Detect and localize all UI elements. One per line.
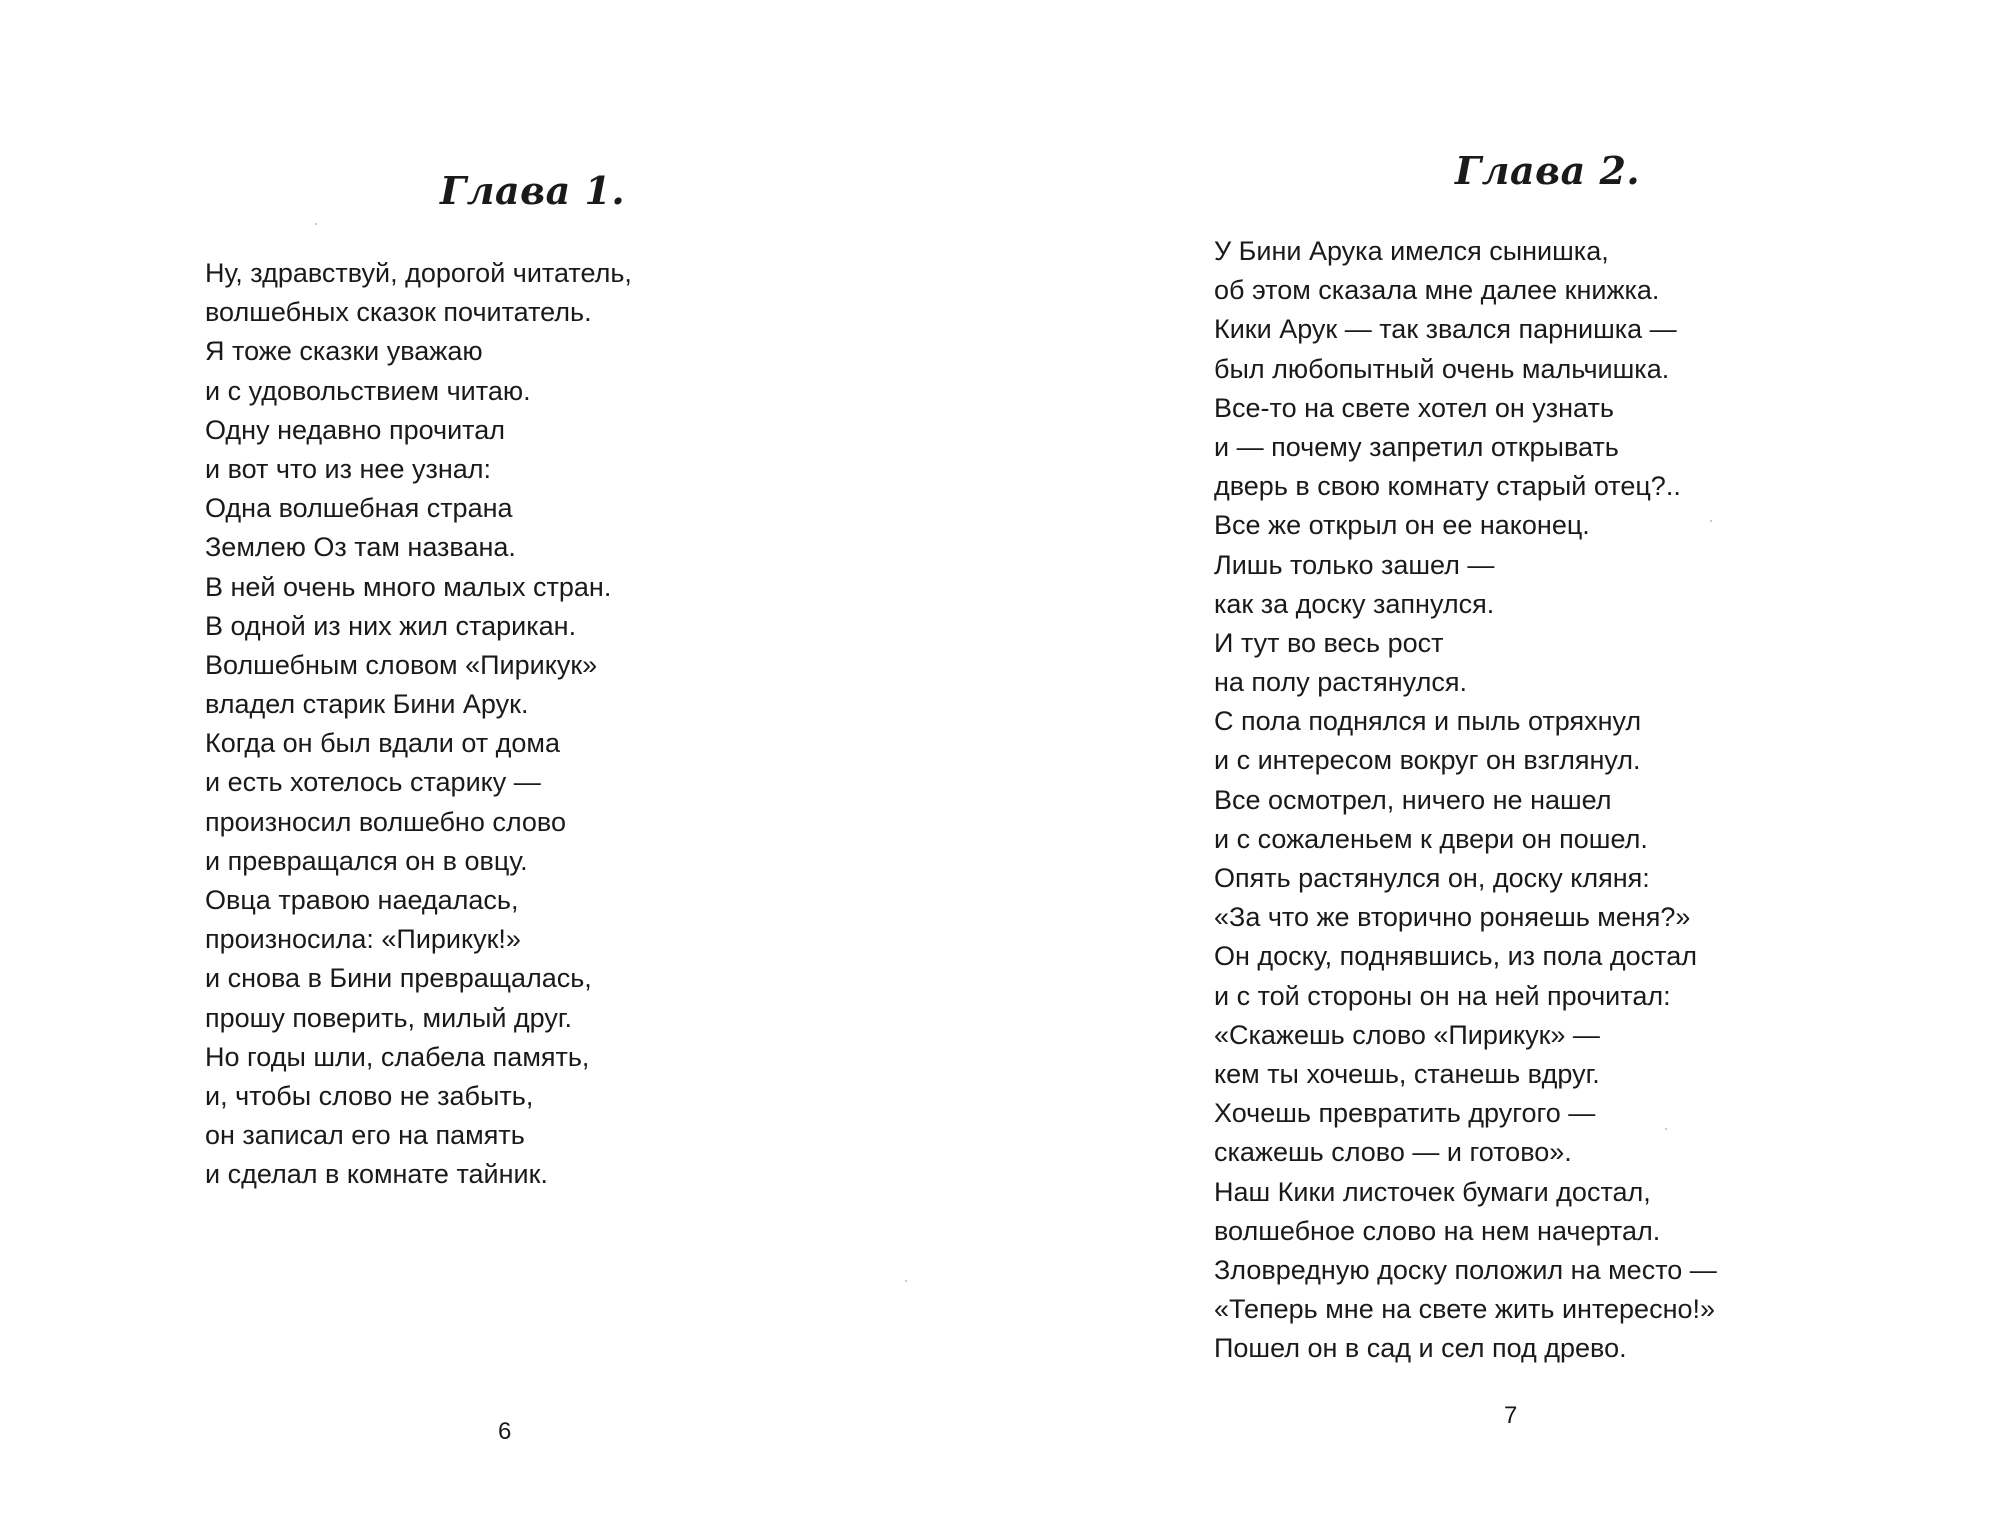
verse-line: Он доску, поднявшись, из пола достал xyxy=(1214,941,1697,972)
verse-line: Зловредную доску положил на место — xyxy=(1214,1254,1717,1285)
verse-line: и снова в Бини превращалась, xyxy=(205,963,592,994)
verse-line: и сделал в комнате тайник. xyxy=(205,1159,548,1190)
verse-line: В одной из них жил старикан. xyxy=(205,610,577,641)
chapter-title: Глава 1. xyxy=(440,168,626,213)
verse-line: владел старик Бини Арук. xyxy=(205,689,529,720)
verse-line: «Скажешь слово «Пирикук» — xyxy=(1214,1019,1600,1050)
verse-line: «За что же вторично роняешь меня?» xyxy=(1214,902,1691,933)
paper-speck xyxy=(1665,1128,1667,1130)
verse-line: об этом сказала мне далее книжка. xyxy=(1214,275,1660,306)
verse-line: был любопытный очень мальчишка. xyxy=(1214,353,1670,384)
paper-speck xyxy=(905,1280,907,1282)
verse-line: Наш Кики листочек бумаги достал, xyxy=(1214,1176,1651,1207)
verse-line: Опять растянулся он, доску кляня: xyxy=(1214,863,1650,893)
verse-line: и, чтобы слово не забыть, xyxy=(205,1080,534,1111)
verse-line: «Теперь мне на свете жить интересно!» xyxy=(1214,1294,1716,1325)
verse-line: и — почему запретил открывать xyxy=(1214,431,1619,462)
verse-line: и с интересом вокруг он взглянул. xyxy=(1214,745,1641,776)
verse-line: У Бини Арука имелся сынишка, xyxy=(1214,236,1609,266)
verse-line: Волшебным словом «Пирикук» xyxy=(205,649,598,680)
verse-line: и вот что из нее узнал: xyxy=(205,453,492,484)
verse-line: он записал его на память xyxy=(205,1120,525,1151)
verse-line: Все осмотрел, ничего не нашел xyxy=(1214,784,1612,815)
verse-line: В ней очень много малых стран. xyxy=(205,571,612,602)
verse-line: С пола поднялся и пыль отряхнул xyxy=(1214,706,1642,737)
verse-line: произносила: «Пирикук!» xyxy=(205,924,521,955)
verse-line: Все-то на свете хотел он узнать xyxy=(1214,392,1614,423)
verse-line: и с удовольствием читаю. xyxy=(205,375,531,406)
paper-speck xyxy=(315,223,317,225)
verse-line: Одна волшебная страна xyxy=(205,493,513,524)
poem-text xyxy=(205,254,632,1195)
verse-line: Лишь только зашел — xyxy=(1214,549,1495,580)
right-page xyxy=(1000,0,2000,1516)
verse-line: прошу поверить, милый друг. xyxy=(205,1002,572,1033)
verse-line: Ну, здравствуй, дорогой читатель, xyxy=(205,258,632,288)
poem-text xyxy=(1214,232,1717,1368)
page-number: 7 xyxy=(1504,1402,1518,1429)
verse-line: Кики Арук — так звался парнишка — xyxy=(1214,314,1677,345)
verse-line: Пошел он в сад и сел под древо. xyxy=(1214,1333,1627,1364)
verse-line: и с сожаленьем к двери он пошел. xyxy=(1214,823,1648,854)
verse-line: Когда он был вдали от дома xyxy=(205,728,560,759)
verse-line: И тут во весь рост xyxy=(1214,627,1444,658)
verse-line: Одну недавно прочитал xyxy=(205,414,505,445)
verse-line: Все же открыл он ее наконец. xyxy=(1214,510,1590,541)
verse-line: дверь в свою комнату старый отец?.. xyxy=(1214,471,1681,502)
verse-line: Овца травою наедалась, xyxy=(205,885,519,915)
verse-line: волшебных сказок почитатель. xyxy=(205,297,592,328)
verse-line: и с той стороны он на ней прочитал: xyxy=(1214,980,1671,1011)
verse-line: скажешь слово — и готово». xyxy=(1214,1137,1572,1168)
verse-line: волшебное слово на нем начертал. xyxy=(1214,1215,1661,1246)
verse-line: на полу растянулся. xyxy=(1214,667,1467,698)
verse-line: как за доску запнулся. xyxy=(1214,588,1495,619)
paper-speck xyxy=(1710,520,1712,522)
verse-line: Хочешь превратить другого — xyxy=(1214,1098,1596,1129)
verse-line: и есть хотелось старику — xyxy=(205,767,541,798)
verse-line: и превращался он в овцу. xyxy=(205,845,528,876)
chapter-title: Глава 2. xyxy=(1455,148,1641,193)
verse-line: Землею Оз там названа. xyxy=(205,532,516,563)
verse-line: Но годы шли, слабела память, xyxy=(205,1041,590,1072)
verse-line: кем ты хочешь, станешь вдруг. xyxy=(1214,1058,1600,1089)
verse-line: произносил волшебно слово xyxy=(205,806,566,837)
verse-line: Я тоже сказки уважаю xyxy=(205,336,483,367)
page-number: 6 xyxy=(498,1418,512,1445)
